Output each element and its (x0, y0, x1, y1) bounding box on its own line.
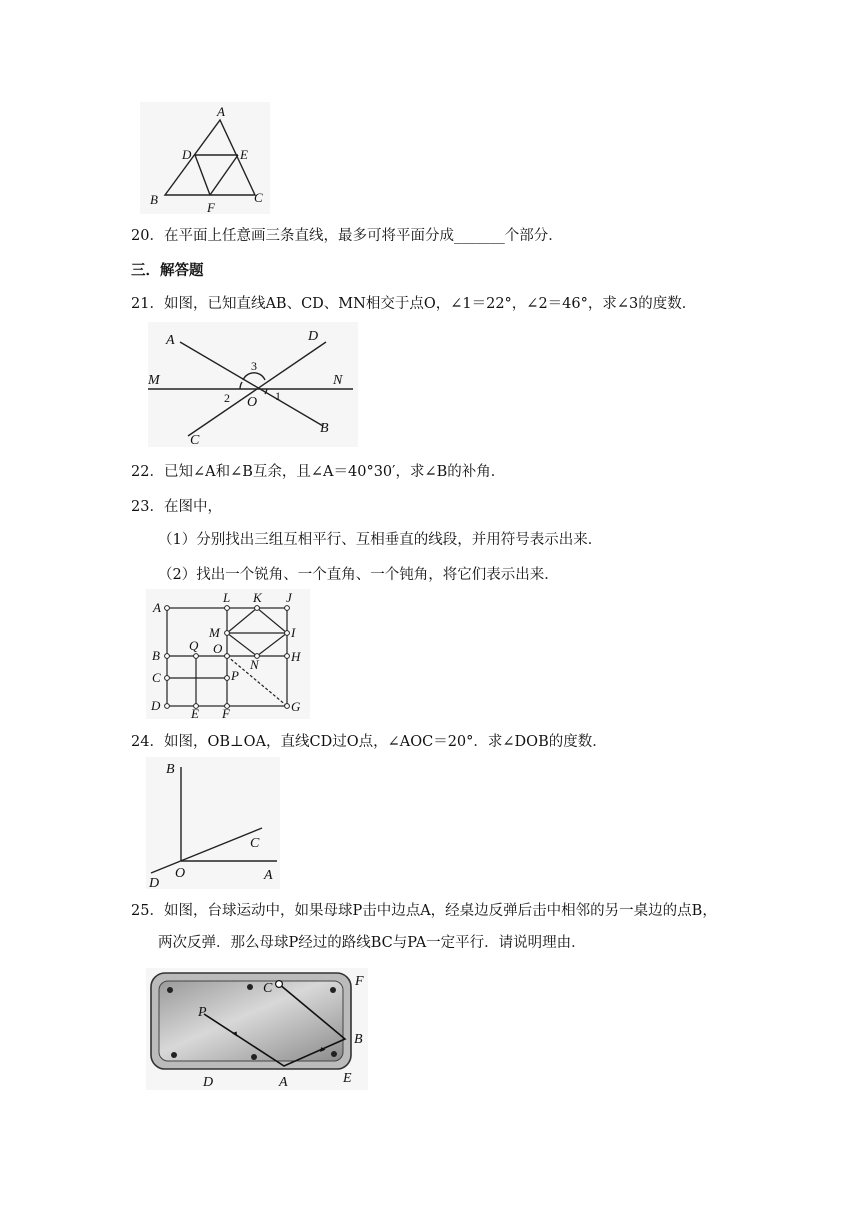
label-O: O (175, 866, 186, 881)
question-text: 如图，OB⊥OA，直线CD过O点，∠AOC＝20°．求∠DOB的度数． (163, 734, 607, 750)
label-P: P (198, 1005, 207, 1020)
label-N: N (250, 657, 259, 672)
label-B: B (354, 1032, 363, 1047)
question-20 (131, 226, 563, 246)
label-O: O (213, 641, 223, 656)
question-number: 24． (131, 734, 164, 750)
angle-3: 3 (251, 359, 257, 373)
label-E: E (191, 706, 199, 719)
angle-1: 1 (275, 389, 281, 403)
question-23 (131, 497, 222, 517)
question-number: 22． (131, 464, 164, 480)
label-E: E (240, 147, 248, 162)
section-heading: 三．解答题 (131, 263, 204, 279)
question-text: 如图，台球运动中，如果母球P击中边点A，经桌边反弹后击中相邻的另一桌边的点B， (163, 903, 717, 919)
label-B: B (320, 421, 329, 436)
question-22 (131, 462, 505, 482)
figure-q21-intersecting-lines (148, 322, 358, 447)
label-J: J (286, 590, 292, 605)
label-C: C (263, 981, 273, 996)
label-C: C (190, 433, 200, 447)
label-D: D (203, 1075, 214, 1090)
label-I: I (291, 625, 296, 640)
label-C: C (250, 836, 260, 851)
question-23-part-2: （2）找出一个锐角、一个直角、一个钝角，将它们表示出来． (158, 567, 559, 583)
label-F: F (222, 706, 230, 719)
label-H: H (291, 649, 301, 664)
label-C: C (254, 190, 263, 205)
label-D: D (182, 147, 192, 162)
label-B: B (166, 762, 175, 777)
label-F: F (207, 200, 215, 214)
label-D: D (149, 876, 160, 889)
question-21 (131, 294, 696, 314)
question-number: 20． (131, 228, 164, 244)
question-24 (131, 732, 607, 752)
label-P: P (231, 668, 239, 683)
question-text: 如图，已知直线AB、CD、MN相交于点O，∠1＝22°，∠2＝46°，求∠3的度数． (163, 296, 697, 312)
question-23-part-1: （1）分别找出三组互相平行、互相垂直的线段，并用符号表示出来． (158, 532, 603, 548)
question-number: 21． (131, 296, 164, 312)
label-A: A (264, 868, 273, 883)
label-A: A (217, 104, 225, 119)
label-N: N (333, 373, 343, 388)
label-M: M (148, 373, 160, 388)
question-number: 25． (131, 903, 164, 919)
label-F: F (355, 974, 364, 989)
label-C: C (152, 670, 161, 685)
label-D: D (151, 698, 161, 713)
label-E: E (343, 1071, 352, 1086)
angle-2: 2 (224, 391, 230, 405)
label-D: D (308, 329, 319, 344)
question-text: 在平面上任意画三条直线，最多可将平面分成_______个部分． (163, 228, 563, 244)
label-L: L (223, 590, 231, 605)
question-25-line-2: 两次反弹．那么母球P经过的路线BC与PA一定平行．请说明理由． (158, 935, 586, 951)
question-text: 已知∠A和∠B互余，且∠A＝40°30′，求∠B的补角． (163, 464, 506, 480)
label-A: A (279, 1075, 288, 1090)
figure-q25-billiard-table (146, 968, 368, 1090)
label-B: B (152, 648, 160, 663)
label-B: B (150, 192, 158, 207)
figure-q24-angles (146, 757, 280, 889)
figure-q23-grid (146, 589, 310, 719)
label-Q: Q (189, 638, 199, 653)
label-M: M (209, 625, 220, 640)
label-G: G (291, 699, 301, 714)
question-text: 在图中， (163, 499, 222, 515)
question-25 (131, 901, 717, 921)
label-A: A (153, 600, 161, 615)
label-A: A (166, 333, 175, 348)
question-number: 23． (131, 499, 164, 515)
label-O: O (247, 395, 258, 410)
label-K: K (253, 590, 262, 605)
figure-q20-triangle (140, 102, 270, 214)
